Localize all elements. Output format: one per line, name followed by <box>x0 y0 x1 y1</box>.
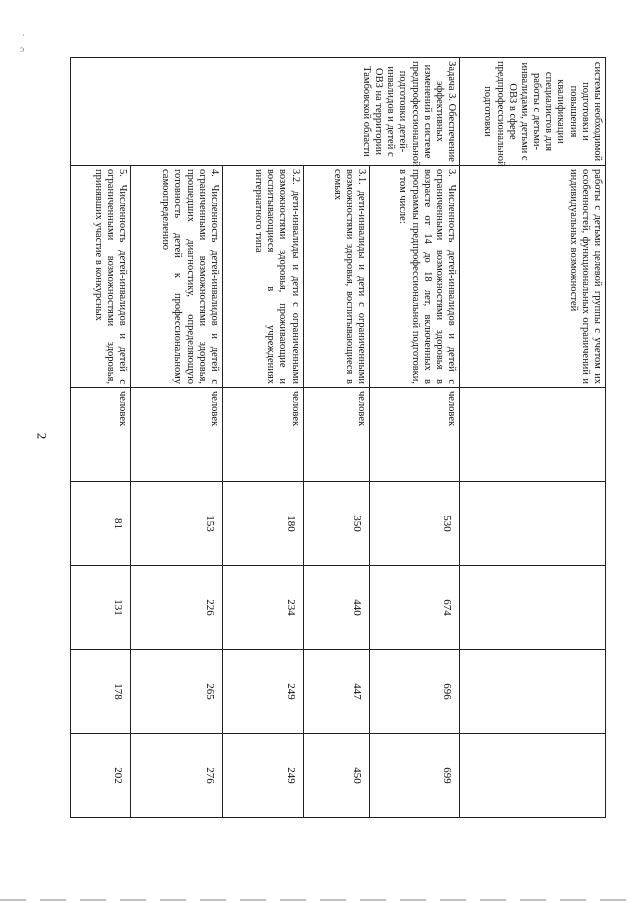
value-cell: 265 <box>130 650 222 734</box>
value-cell <box>460 650 606 734</box>
task-cell: системы необходимой подготовки и повышения квалификации специалистов для работы с детьми-инвалидами, детьми с ОВЗ в сфере предпрофессиональной подготовки <box>460 58 606 166</box>
value-cell <box>460 734 606 818</box>
indicator-cell: 3. Численность детей-инвалидов и детей с ограниченными возможностями здоровья в возрасте от 14 до 18 лет, включенных в программы предпрофессиональной подготовки, в том числе: <box>370 166 460 388</box>
task-cell: Задача 3. Обеспечение эффективных изменений в системе предпрофессиональной подготовки детей-инвалидов и детей с ОВЗ на территории Тамбовской области <box>71 58 460 166</box>
indicator-cell: 3.2. дети-инвалиды и дети с ограниченными возможностями здоровья, проживающие и воспитывающиеся в учреждениях интернатного типа <box>223 166 304 388</box>
indicator-cell: 3.1. дети-инвалиды и дети с ограниченными возможностями здоровья, воспитывающиеся в семьях <box>303 166 370 388</box>
indicator-table-container <box>70 57 606 817</box>
value-cell: 202 <box>71 734 131 818</box>
value-cell: 249 <box>223 650 304 734</box>
value-cell: 178 <box>71 650 131 734</box>
value-cell: 696 <box>370 650 460 734</box>
value-cell: 530 <box>370 482 460 566</box>
table-row <box>460 58 606 818</box>
value-cell: 699 <box>370 734 460 818</box>
value-cell: 450 <box>303 734 370 818</box>
value-cell: 81 <box>71 482 131 566</box>
indicator-cell: 5. Численность детей-инвалидов и детей с ограниченными возможностями здоровья, принявших участие в конкурсных <box>71 166 131 388</box>
unit-cell: человек <box>130 388 222 482</box>
indicator-cell: 4. Численность детей-инвалидов и детей с ограниченными возможностями здоровья, прошедших диагностику, определяющую готовность детей к профессиональному самоопределению <box>130 166 222 388</box>
value-cell: 153 <box>130 482 222 566</box>
indicator-table <box>70 57 606 818</box>
value-cell: 276 <box>130 734 222 818</box>
value-cell: 674 <box>370 566 460 650</box>
value-cell: 131 <box>71 566 131 650</box>
scan-mark: ᴐ <box>20 44 25 54</box>
unit-cell: человек <box>223 388 304 482</box>
unit-cell: человек <box>303 388 370 482</box>
scan-edge-artifact <box>0 899 640 901</box>
unit-cell: человек <box>71 388 131 482</box>
unit-cell <box>460 388 606 482</box>
page-number: 2 <box>34 432 50 440</box>
value-cell: 447 <box>303 650 370 734</box>
value-cell: 350 <box>303 482 370 566</box>
table-row <box>303 58 370 818</box>
table-row <box>130 58 222 818</box>
scan-mark: · <box>22 30 25 40</box>
unit-cell: человек <box>370 388 460 482</box>
value-cell: 440 <box>303 566 370 650</box>
value-cell: 234 <box>223 566 304 650</box>
table-row <box>223 58 304 818</box>
value-cell: 226 <box>130 566 222 650</box>
value-cell: 249 <box>223 734 304 818</box>
table-row <box>71 58 131 818</box>
value-cell: 180 <box>223 482 304 566</box>
value-cell <box>460 482 606 566</box>
indicator-cell: работы с детьми целевой группы с учетом их особенностей, функциональных ограничений и индивидуальных возможностей <box>460 166 606 388</box>
table-row <box>370 58 460 818</box>
value-cell <box>460 566 606 650</box>
